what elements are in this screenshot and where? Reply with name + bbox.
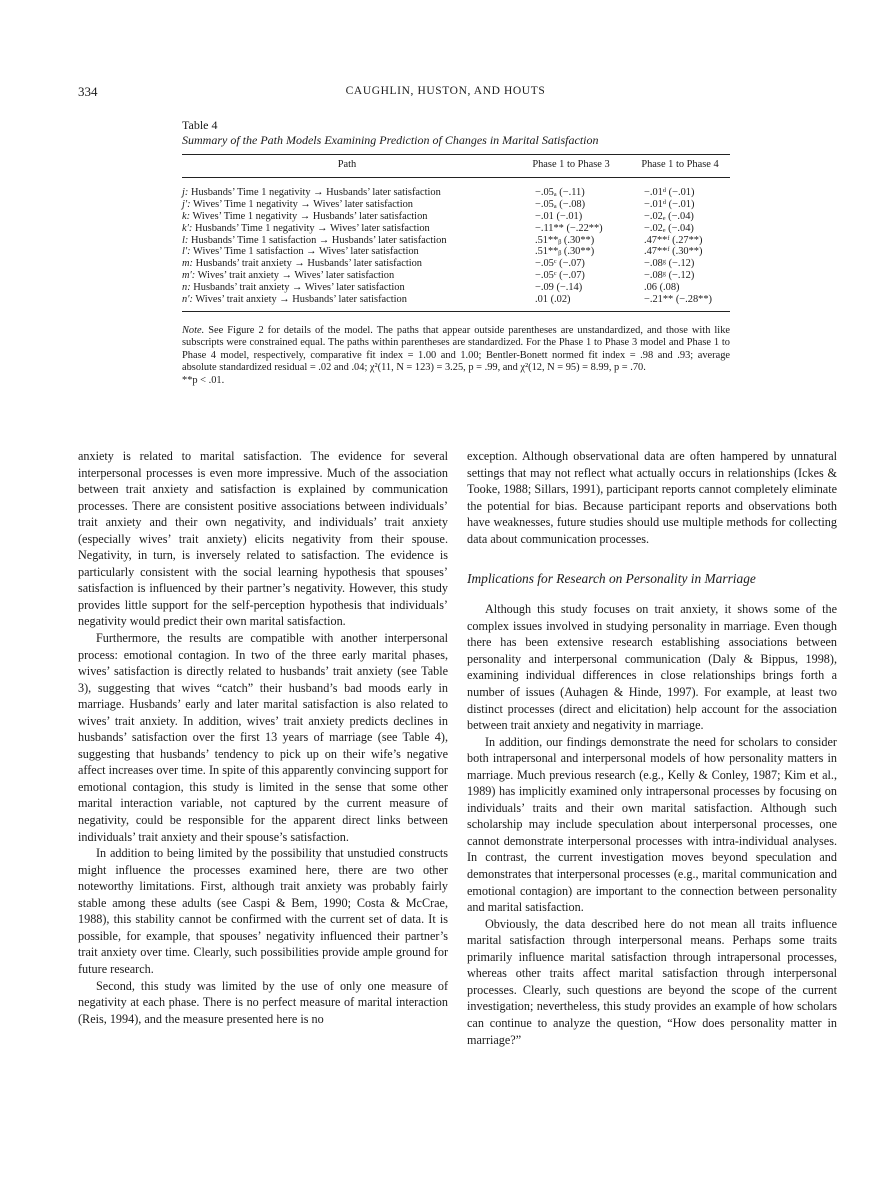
table-header-row <box>182 155 730 178</box>
table-row <box>182 199 730 211</box>
path-description: Husbands’ trait anxiety → Husbands’ later satisfaction <box>195 258 422 270</box>
table-label: Table 4 <box>182 118 218 132</box>
phase1-3-value: −.05ᶜ (−.07) <box>535 258 585 270</box>
path-cell <box>182 199 512 211</box>
table-row <box>182 211 730 223</box>
path-description: Wives’ trait anxiety → Wives’ later satisfaction <box>197 270 395 282</box>
table-row <box>182 235 730 247</box>
path-description: Husbands’ trait anxiety → Wives’ later satisfaction <box>193 282 405 294</box>
phase1-4-value: −.08ᵍ (−.12) <box>644 258 695 270</box>
phase1-3-value: −.09 (−.14) <box>535 282 583 294</box>
path-description: Wives’ Time 1 satisfaction → Wives’ later satisfaction <box>193 246 419 258</box>
body-paragraph: anxiety is related to marital satisfaction. The evidence for several interpersonal processes is even more impressive. Much of the association between trait anxiety and satisfaction is explained by communication processes. There are consistent positive associations between individuals’ trait anxiety and their own negativity, and individuals’ trait anxiety (especially wives’ trait anxiety) elicits negativity from their spouse. Negativity, in turn, is inversely related to satisfaction. The evidence is particularly consistent with the social learning hypothesis that spouses’ satisfaction is influenced by their partner’s negativity. However, this study provides little support for the self-perception hypothesis that individuals’ negativity would predict their own marital satisfaction. <box>78 449 448 629</box>
table-row <box>182 282 730 294</box>
column-header-phase1-3: Phase 1 to Phase 3 <box>512 155 630 178</box>
path-cell <box>182 294 512 311</box>
phase1-3-value: .51**ᵦ (.30**) <box>535 246 595 258</box>
body-paragraph: Obviously, the data described here do not mean all traits influence marital satisfaction through interpersonal means. Perhaps some traits primarily influence marital satisfaction through intrapersonal processes, whereas other traits affect marital satisfaction through interpersonal processes. Clearly, such questions are beyond the scope of the current investigation; nevertheless, this study provides an example of how scholars can continue to analyze the question, “How does personality matter in marriage?” <box>467 916 837 1047</box>
body-paragraph: Although this study focuses on trait anxiety, it shows some of the complex issues involved in studying personality in marriage. Even though there has been extensive research establishing associations between personality and interpersonal communication (Daly & Bippus, 1998), examining individual differences in close relationships brings forth a number of issues (Auhagen & Hinde, 1997). For example, at least two distinct processes (direct and elicitation) help account for the association between trait anxiety and negativity in marriage. <box>467 602 837 733</box>
path-code: j′: <box>182 198 191 210</box>
table-row <box>182 294 730 311</box>
body-paragraph: Furthermore, the results are compatible with another interpersonal process: emotional contagion. In two of the three early marital phases, wives’ satisfaction is directly related to husbands’ trait anxiety (see Table 3), suggesting that wives “catch” their husband’s bad moods early in marriage. Husbands’ early and later marital satisfaction is also related to wives’ trait anxiety. In addition, wives’ trait anxiety predicts declines in husbands’ satisfaction over the first 13 years of marriage (see Table 4), suggesting that husbands’ tendency to pick up on their wife’s negative affect increases over time. In spite of this apparently convincing support for emotional contagion, this study is limited in the sense that some other marital interaction variable, not captured by the current measure of negativity, could be responsible for the apparent direct links between individuals’ trait anxiety and their spouse’s satisfaction. <box>78 631 448 844</box>
path-description: Wives’ Time 1 negativity → Husbands’ later satisfaction <box>192 210 428 222</box>
table-note <box>182 325 730 387</box>
path-cell <box>182 282 512 294</box>
phase1-4-value: −.02ₑ (−.04) <box>644 222 694 234</box>
table-row <box>182 270 730 282</box>
path-code: k′: <box>182 222 193 234</box>
right-column <box>467 448 837 1048</box>
phase1-4-value: −.01ᵈ (−.01) <box>644 198 695 210</box>
path-code: n′: <box>182 294 193 306</box>
path-cell <box>182 246 512 258</box>
path-description: Wives’ trait anxiety → Husbands’ later satisfaction <box>195 294 407 306</box>
phase1-3-value: −.05ₐ (−.08) <box>535 198 586 210</box>
phase1-3-value: .01 (.02) <box>512 294 630 311</box>
phase1-4-value: −.21** (−.28**) <box>630 294 730 311</box>
phase1-4-value: −.01ᵈ (−.01) <box>644 186 695 198</box>
path-description: Husbands’ Time 1 satisfaction → Husbands’ later satisfaction <box>190 234 447 246</box>
left-column <box>78 448 448 1027</box>
body-paragraph: exception. Although observational data are often hampered by unnatural settings that may not reflect what actually occurs in relationships (Ickes & Tooke, 1988; Sillars, 1991), participant reports cannot completely eliminate the potential for bias. Because participant reports and observations both have weaknesses, future studies should use multiple methods for collecting data about communication processes. <box>467 449 837 546</box>
path-description: Husbands’ Time 1 negativity → Wives’ later satisfaction <box>194 222 430 234</box>
path-code: j: <box>182 186 189 198</box>
path-code: l: <box>182 234 189 246</box>
phase1-4-value: .06 (.08) <box>644 282 680 294</box>
path-code: k: <box>182 210 191 222</box>
path-code: l′: <box>182 246 191 258</box>
phase1-4-value: −.02ₑ (−.04) <box>644 210 694 222</box>
phase1-3-value: −.11** (−.22**) <box>535 222 603 234</box>
body-paragraph: In addition, our findings demonstrate the need for scholars to consider both intrapersonal and interpersonal models of how personality matters in marriage. Much previous research (e.g., Kelly & Conley, 1987; Kim et al., 1989) has implicitly examined only intrapersonal processes by focusing on individuals’ traits and their own marital satisfaction. Although such scholarship may include speculation about interpersonal processes, one cannot demonstrate interpersonal processes with intra-individual analyses. In contrast, the current investigation moves beyond speculation and demonstrates that interpersonal processes (e.g., marital communication and emotional contagion) are important to the connection between personality and marital satisfaction. <box>467 734 837 915</box>
table-body <box>182 177 730 311</box>
phase1-4-value: −.08ᵍ (−.12) <box>644 270 695 282</box>
path-cell <box>182 258 512 270</box>
path-cell <box>182 223 512 235</box>
phase1-3-value: .51**ᵦ (.30**) <box>535 234 595 246</box>
table-row <box>182 258 730 270</box>
section-heading: Implications for Research on Personality in Marriage <box>467 571 756 587</box>
path-description: Wives’ Time 1 negativity → Wives’ later satisfaction <box>193 198 413 210</box>
note-text: See Figure 2 for details of the model. The paths that appear outside parentheses are unstandardized, and those with like subscripts were constrained equal. The paths within parentheses are standardized. For the Phase 1 to Phase 3 model and Phase 1 to Phase 4 model, respectively, comparative fit index = 1.00 and 1.00; Bentler-Bonett normed fit index = .98 and .93; average absolute standardized residual = .02 and .04; χ²(11, N = 123) = 3.25, p = .99, and χ²(12, N = 95) = 8.99, p = .70. <box>182 324 730 374</box>
path-cell <box>182 177 512 198</box>
column-header-phase1-4: Phase 1 to Phase 4 <box>630 155 730 178</box>
page-number: 334 <box>78 84 98 99</box>
phase1-4-value: .47**ᶠ (.30**) <box>644 246 703 258</box>
column-header-path: Path <box>182 155 512 178</box>
path-code: n: <box>182 282 191 294</box>
path-cell <box>182 211 512 223</box>
table-row <box>182 223 730 235</box>
significance-note: **p < .01. <box>182 374 225 386</box>
table-row <box>182 177 730 198</box>
path-description: Husbands’ Time 1 negativity → Husbands’ later satisfaction <box>190 186 441 198</box>
table-row <box>182 246 730 258</box>
table-title: Summary of the Path Models Examining Prediction of Changes in Marital Satisfaction <box>182 133 599 147</box>
phase1-3-value: −.05ᶜ (−.07) <box>535 270 585 282</box>
path-code: m′: <box>182 270 196 282</box>
phase1-3-value: −.01 (−.01) <box>535 210 583 222</box>
body-paragraph: In addition to being limited by the possibility that unstudied constructs might influence the processes examined here, there are two other noteworthy limitations. First, although trait anxiety was probably fairly stable among these adults (see Caspi & Bem, 1990; Costa & McCrae, 1988), this stability cannot be confirmed with the current set of data. It is possible, for example, that spouses’ negativity influenced their partner’s trait anxiety over time. Clearly, such possibilities provide ample ground for future research. <box>78 846 448 976</box>
phase1-3-value: −.05ₐ (−.11) <box>535 186 585 198</box>
table-4 <box>182 118 730 387</box>
path-cell <box>182 235 512 247</box>
path-code: m: <box>182 258 193 270</box>
running-head: CAUGHLIN, HUSTON, AND HOUTS <box>345 85 546 97</box>
path-table <box>182 154 730 312</box>
phase1-4-value: .47**ᶠ (.27**) <box>644 234 703 246</box>
body-paragraph: Second, this study was limited by the use of only one measure of negativity at each phase. There is no perfect measure of marital interaction (Reis, 1994), and the measure presented here is no <box>78 978 448 1026</box>
note-label: Note. <box>182 324 205 336</box>
path-cell <box>182 270 512 282</box>
